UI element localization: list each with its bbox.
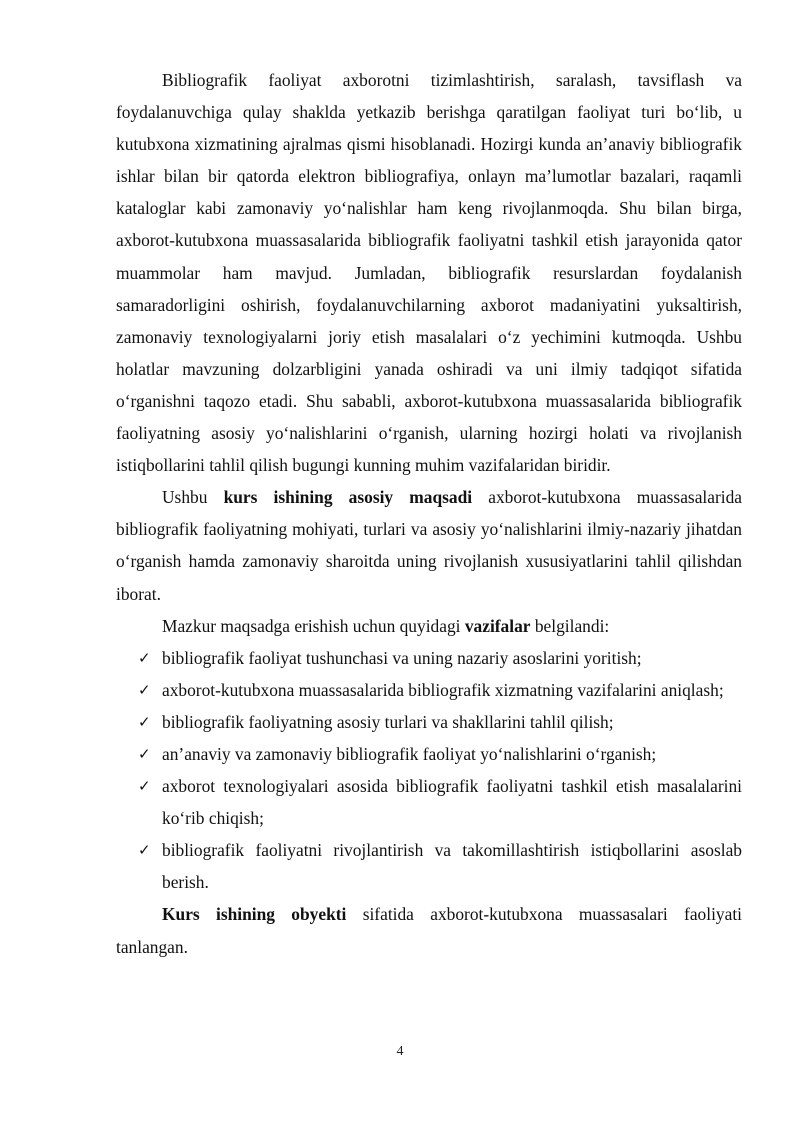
document-page: [116, 64, 742, 963]
list-item: [116, 642, 742, 674]
task-text: bibliografik faoliyatning asosiy turlari va shakllarini tahlil qilish;: [162, 711, 614, 732]
goal-prefix: Ushbu: [162, 487, 224, 508]
task-text: axborot texnologiyalari asosida bibliografik faoliyatni tashkil etish masalalarini ko‘rib chiqish;: [162, 776, 742, 829]
object-rest: sifatida axborot-kutubxona muassasalari faoliyati tanlangan.: [116, 904, 742, 957]
tasks-bold-text: vazifalar: [464, 615, 531, 636]
check-mark-icon: ✓: [138, 777, 151, 796]
list-item: [116, 674, 742, 706]
goal-bold-text: kurs ishining asosiy maqsadi: [223, 487, 473, 508]
tasks-intro-paragraph: [116, 610, 742, 642]
tasks-suffix: belgilandi:: [530, 615, 610, 636]
check-mark-icon: ✓: [138, 841, 151, 860]
goal-paragraph: [116, 481, 742, 609]
check-mark-icon: ✓: [138, 744, 151, 763]
task-text: an’anaviy va zamonaviy bibliografik faoliyat yo‘nalishlarini o‘rganish;: [162, 743, 657, 764]
list-item: [116, 738, 742, 770]
object-paragraph: [116, 898, 742, 962]
list-item: [116, 770, 742, 834]
object-bold-text: Kurs ishining obyekti: [162, 904, 347, 925]
tasks-list: [116, 642, 742, 899]
task-text: axborot-kutubxona muassasalarida bibliografik xizmatning vazifalarini aniqlash;: [162, 679, 724, 700]
check-mark-icon: ✓: [138, 680, 151, 699]
check-mark-icon: ✓: [138, 712, 151, 731]
tasks-prefix: Mazkur maqsadga erishish uchun quyidagi: [162, 615, 465, 636]
list-item: [116, 834, 742, 898]
task-text: bibliografik faoliyatni rivojlantirish va takomillashtirish istiqbollarini asoslab berish.: [162, 840, 742, 893]
goal-rest: axborot-kutubxona muassasalarida bibliografik faoliyatning mohiyati, turlari va asosiy yo‘nalishlarini ilmiy-nazariy jihatdan o‘rganish hamda zamonaviy sharoitda uning rivojlanish xususiyatlarini tahlil qilishdan iborat.: [116, 487, 742, 604]
page-number: 4: [396, 1044, 404, 1059]
task-text: bibliografik faoliyat tushunchasi va uning nazariy asoslarini yoritish;: [162, 647, 642, 668]
list-item: [116, 706, 742, 738]
check-mark-icon: ✓: [138, 648, 151, 667]
intro-paragraph: Bibliografik faoliyat axborotni tizimlashtirish, saralash, tavsiflash va foydalanuvchiga qulay shaklda yetkazib berishga qaratilgan faoliyat turi bo‘lib, u kutubxona xizmatining ajralmas qismi hisoblanadi. Hozirgi kunda an’anaviy bibliografik ishlar bilan bir qatorda elektron bibliografiya, onlayn ma’lumotlar bazalari, raqamli kataloglar kabi zamonaviy yo‘nalishlar ham keng rivojlanmoqda. Shu bilan birga, axborot-kutubxona muassasalarida bibliografik faoliyatni tashkil etish jarayonida qator muammolar ham mavjud. Jumladan, bibliografik resurslardan foydalanish samaradorligini oshirish, foydalanuvchilarning axborot madaniyatini yuksaltirish, zamonaviy texnologiyalarni joriy etish masalalari o‘z yechimini kutmoqda. Ushbu holatlar mavzuning dolzarbligini yanada oshiradi va uni ilmiy tadqiqot sifatida o‘rganishni taqozo etadi. Shu sababli, axborot-kutubxona muassasalarida bibliografik faoliyatning asosiy yo‘nalishlarini o‘rganish, ularning hozirgi holati va rivojlanish istiqbollarini tahlil qilish bugungi kunning muhim vazifalaridan biridir.: [116, 70, 742, 476]
